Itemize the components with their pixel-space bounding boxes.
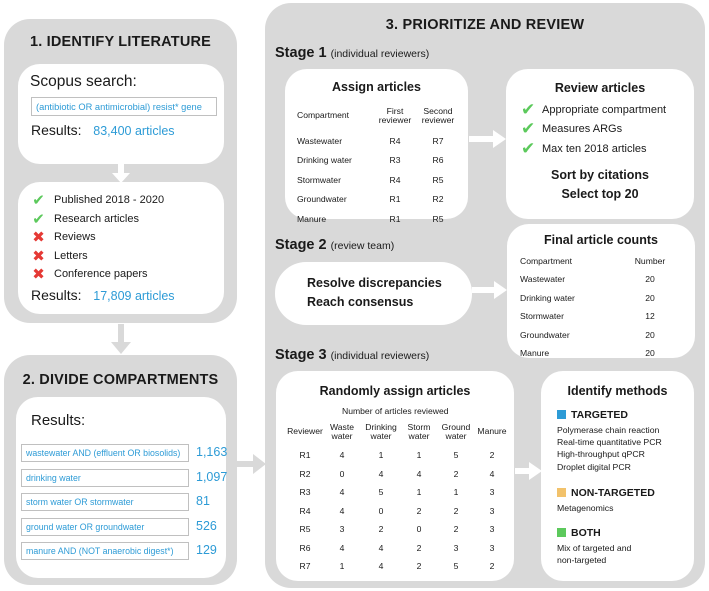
- random-assign-title: Randomly assign articles: [319, 384, 471, 398]
- both-label: BOTH: [571, 527, 601, 539]
- table-cell: R7: [432, 135, 444, 146]
- table-cell: R6: [299, 542, 311, 553]
- review-criteria-item: [521, 100, 666, 120]
- arrow-assign-to-review: [469, 129, 507, 149]
- targeted-label: TARGETED: [571, 409, 628, 421]
- table-row: [286, 502, 508, 521]
- compartment-count: 1,097: [196, 469, 228, 484]
- table-header-row: [297, 101, 459, 131]
- table-row: [286, 539, 508, 558]
- table-cell: R3: [299, 487, 311, 498]
- method-item: non-targeted: [557, 555, 607, 566]
- table-header-row: [286, 418, 508, 446]
- table-cell: 5: [453, 561, 459, 572]
- table-row: [297, 131, 459, 151]
- table-cell: 1: [378, 450, 384, 461]
- table-cell: R2: [432, 194, 444, 205]
- table-cell: 2: [416, 505, 422, 516]
- method-item: Mix of targeted and: [557, 543, 632, 553]
- stage1-sub: (individual reviewers): [330, 48, 430, 60]
- table-cell: 4: [378, 542, 384, 553]
- arrow-panel1-to-panel2: [108, 324, 134, 355]
- criteria-list: [32, 191, 164, 284]
- table-header-row: [520, 254, 680, 270]
- table-row: [286, 557, 508, 576]
- table-cell: R4: [389, 135, 401, 146]
- table-row: [520, 344, 680, 363]
- criteria-item: [32, 247, 164, 266]
- review-criteria-item: [521, 120, 666, 140]
- method-item: Polymerase chain reaction: [557, 425, 660, 435]
- table-cell: 20: [645, 329, 655, 340]
- table-cell: 5: [453, 450, 459, 461]
- arrow-search-to-criteria: [108, 164, 134, 184]
- assign-articles-card: [285, 69, 468, 224]
- table-cell: Wastewater: [520, 274, 566, 285]
- table-cell: 4: [339, 487, 345, 498]
- table-row: [297, 209, 459, 229]
- table-row: [286, 446, 508, 465]
- table-cell: R1: [389, 213, 401, 224]
- table-row: [297, 170, 459, 190]
- table-row: [297, 151, 459, 171]
- reach-consensus: Reach consensus: [307, 295, 414, 309]
- method-item: Real-time quantitative PCR: [557, 437, 662, 448]
- stage1-label: Stage 1: [275, 45, 327, 61]
- both-group: [557, 527, 631, 566]
- scopus-results: [31, 122, 175, 138]
- assign-articles-table: [297, 101, 459, 229]
- table-cell: 1: [416, 487, 422, 498]
- table-cell: 2: [489, 561, 495, 572]
- stage3-label: Stage 3: [275, 347, 327, 363]
- both-swatch: [557, 528, 566, 537]
- targeted-swatch: [557, 410, 566, 419]
- stage2-sub: (review team): [330, 240, 395, 252]
- identify-methods-title: Identify methods: [567, 384, 668, 398]
- criteria-text: Reviews: [54, 231, 96, 244]
- scopus-query-box: (antibiotic OR antimicrobial) resist* gene: [31, 97, 217, 116]
- method-item: Droplet digital PCR: [557, 461, 631, 472]
- targeted-methods-list: [557, 424, 662, 473]
- criteria-text: Letters: [54, 249, 88, 262]
- select-top-20: Select top 20: [561, 187, 639, 201]
- filtered-results-value: 17,809 articles: [93, 289, 175, 303]
- review-articles-title: Review articles: [554, 81, 646, 95]
- table-cell: Drinking water: [297, 155, 352, 166]
- table-row: [520, 289, 680, 308]
- table-cell: 4: [339, 542, 345, 553]
- table-cell: R4: [389, 174, 401, 185]
- table-cell: 4: [378, 561, 384, 572]
- scopus-results-label: Results:: [31, 122, 82, 138]
- identify-methods-card: [541, 371, 694, 581]
- column-header: Reviewer: [287, 426, 323, 437]
- table-cell: Manure: [297, 213, 327, 224]
- cross-icon: ✖: [32, 229, 45, 247]
- stage3-heading: [275, 347, 429, 363]
- table-cell: 1: [416, 450, 422, 461]
- criteria-text: Research articles: [54, 212, 139, 225]
- table-cell: 20: [645, 274, 655, 285]
- table-cell: 0: [378, 505, 384, 516]
- table-cell: Groundwater: [297, 194, 347, 205]
- criteria-item: [32, 228, 164, 247]
- final-counts-title: Final article counts: [544, 233, 658, 247]
- table-cell: 1: [453, 487, 459, 498]
- stage3-sub: (individual reviewers): [330, 350, 430, 362]
- compartment-results-label: Results:: [31, 412, 86, 429]
- table-cell: Drinking water: [520, 292, 575, 303]
- table-cell: 2: [453, 524, 459, 535]
- compartment-count: 526: [196, 518, 217, 533]
- table-cell: R3: [389, 155, 401, 166]
- both-methods-list: [557, 542, 631, 566]
- table-cell: 2: [453, 468, 459, 479]
- column-header: Ground water: [441, 421, 471, 441]
- checkmark-icon: ✔: [32, 192, 45, 210]
- table-cell: 4: [489, 468, 495, 479]
- compartment-query-box: manure AND (NOT anaerobic digest*): [21, 542, 189, 560]
- column-header: Waste water: [329, 421, 355, 441]
- table-cell: 20: [645, 292, 655, 303]
- table-row: [286, 520, 508, 539]
- table-cell: 3: [489, 487, 495, 498]
- table-cell: 4: [416, 468, 422, 479]
- review-criteria-item: [521, 139, 666, 159]
- review-articles-card: [506, 69, 694, 219]
- criteria-text: Published 2018 - 2020: [54, 194, 165, 207]
- compartment-query-box: ground water OR groundwater: [21, 518, 189, 536]
- table-cell: 1: [339, 561, 345, 572]
- table-cell: R5: [299, 524, 311, 535]
- table-cell: 2: [416, 561, 422, 572]
- scopus-results-value: 83,400 articles: [93, 124, 175, 138]
- resolve-discrepancies: Resolve discrepancies: [307, 276, 442, 290]
- table-cell: Manure: [520, 348, 550, 359]
- review-criteria-text: Max ten 2018 articles: [542, 142, 647, 155]
- compartment-query-box: wastewater AND (effluent OR biosolids): [21, 444, 189, 462]
- arrow-panel2-to-panel3: [237, 452, 267, 476]
- table-cell: R1: [299, 450, 311, 461]
- method-item: Metagenomics: [557, 503, 614, 513]
- review-criteria-text: Measures ARGs: [542, 123, 623, 136]
- table-cell: Groundwater: [520, 329, 570, 340]
- table-cell: 4: [339, 505, 345, 516]
- table-row: [297, 190, 459, 210]
- table-cell: R5: [432, 174, 444, 185]
- stage1-heading: [275, 45, 429, 61]
- nontargeted-group: [557, 487, 655, 514]
- table-cell: 4: [378, 468, 384, 479]
- scopus-search-label: Scopus search:: [30, 73, 137, 90]
- filtered-results: [31, 287, 175, 303]
- compartment-query-box: storm water OR stormwater: [21, 493, 189, 511]
- table-cell: R7: [299, 561, 311, 572]
- table-cell: 2: [416, 542, 422, 553]
- targeted-group: [557, 409, 662, 473]
- table-cell: R6: [432, 155, 444, 166]
- table-cell: 4: [339, 450, 345, 461]
- identify-literature-title: 1. IDENTIFY LITERATURE: [29, 34, 212, 50]
- nontargeted-label: NON-TARGETED: [571, 487, 655, 499]
- table-cell: 0: [416, 524, 422, 535]
- scopus-search-card: [18, 64, 224, 164]
- compartment-query-box: drinking water: [21, 469, 189, 487]
- resolve-card: [275, 262, 472, 325]
- assign-articles-title: Assign articles: [332, 80, 421, 94]
- table-cell: 5: [378, 487, 384, 498]
- criteria-card: [18, 182, 224, 314]
- column-header: Compartment: [297, 110, 350, 121]
- sort-by-citations: Sort by citations: [551, 168, 649, 182]
- cross-icon: ✖: [32, 266, 45, 284]
- final-counts-table: [520, 254, 680, 363]
- random-assign-caption: Number of articles reviewed: [342, 406, 449, 416]
- nontargeted-methods-list: [557, 502, 655, 514]
- stage2-label: Stage 2: [275, 237, 327, 253]
- compartment-count: 1,163: [196, 445, 228, 459]
- column-header: Second reviewer: [421, 105, 455, 125]
- table-cell: 3: [453, 542, 459, 553]
- column-header: Storm water: [407, 421, 431, 441]
- table-row: [520, 326, 680, 345]
- criteria-text: Conference papers: [54, 268, 148, 281]
- table-cell: 12: [645, 311, 655, 322]
- table-cell: 3: [339, 524, 345, 535]
- column-header: Number: [634, 256, 666, 267]
- table-cell: 3: [489, 542, 495, 553]
- table-cell: 2: [453, 505, 459, 516]
- table-cell: Stormwater: [520, 311, 564, 322]
- random-assign-card: [276, 371, 514, 581]
- nontargeted-swatch: [557, 488, 566, 497]
- table-cell: Stormwater: [297, 174, 341, 185]
- criteria-item: [32, 265, 164, 284]
- review-criteria-text: Appropriate compartment: [542, 103, 667, 116]
- divide-compartments-panel: [4, 355, 237, 585]
- table-cell: R4: [299, 505, 311, 516]
- arrow-resolve-to-final: [472, 280, 508, 300]
- divide-compartments-title: 2. DIVIDE COMPARTMENTS: [22, 372, 219, 388]
- criteria-item: [32, 191, 164, 210]
- filtered-results-label: Results:: [31, 287, 82, 303]
- table-row: [286, 465, 508, 484]
- table-cell: R1: [389, 194, 401, 205]
- column-header: Compartment: [520, 256, 573, 267]
- criteria-item: [32, 210, 164, 229]
- stage2-heading: [275, 237, 394, 253]
- compartment-queries-card: [16, 397, 226, 578]
- table-cell: 3: [489, 524, 495, 535]
- table-row: [286, 483, 508, 502]
- table-row: [520, 307, 680, 326]
- final-counts-card: [507, 224, 695, 358]
- table-cell: Wastewater: [297, 135, 343, 146]
- table-cell: R2: [299, 468, 311, 479]
- compartment-count: 81: [196, 494, 210, 508]
- cross-icon: ✖: [32, 247, 45, 265]
- table-cell: 3: [489, 505, 495, 516]
- table-cell: 0: [339, 468, 345, 479]
- column-header: Manure: [477, 426, 507, 437]
- table-cell: 2: [378, 524, 384, 535]
- prioritize-review-title: 3. PRIORITIZE AND REVIEW: [385, 17, 585, 33]
- table-cell: 2: [489, 450, 495, 461]
- table-row: [520, 270, 680, 289]
- arrow-random-to-methods: [515, 461, 543, 481]
- checkmark-icon: ✔: [521, 138, 536, 158]
- method-item: High-throughput qPCR: [557, 449, 645, 460]
- compartment-count: 129: [196, 543, 217, 557]
- review-criteria-list: [521, 100, 666, 159]
- column-header: Drinking water: [365, 421, 397, 441]
- checkmark-icon: ✔: [32, 210, 45, 228]
- table-cell: R5: [432, 213, 444, 224]
- table-cell: 20: [645, 348, 655, 359]
- column-header: First reviewer: [378, 105, 412, 125]
- checkmark-icon: ✔: [521, 99, 536, 119]
- checkmark-icon: ✔: [521, 119, 536, 139]
- random-assign-table: [286, 418, 508, 576]
